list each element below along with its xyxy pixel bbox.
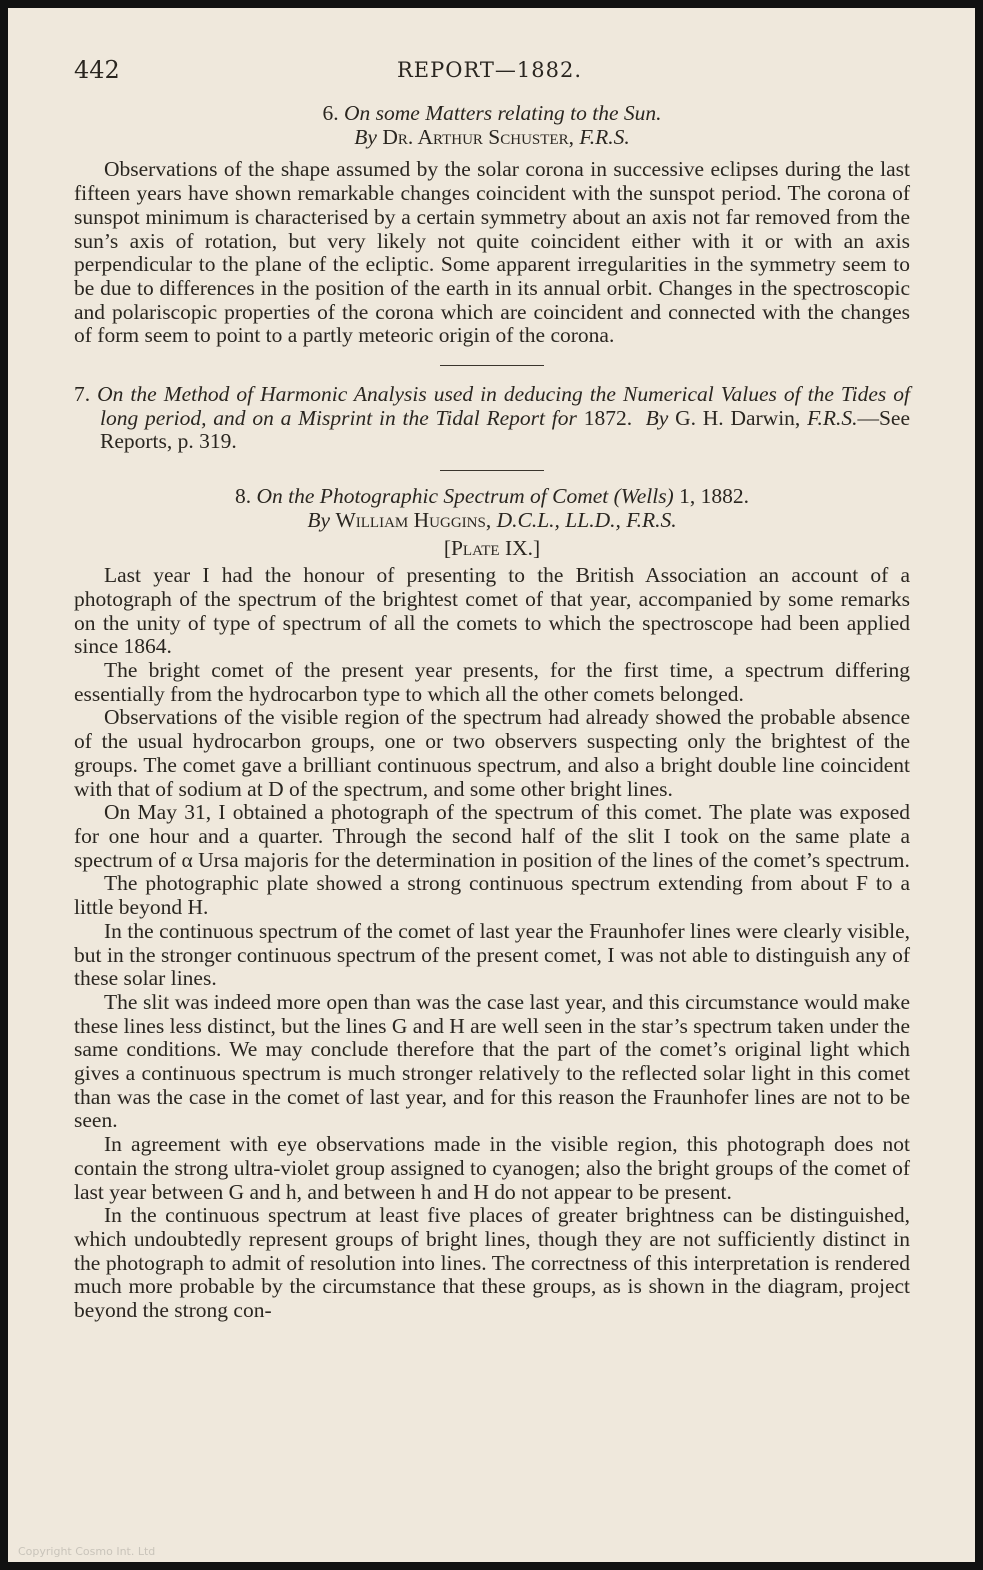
section-8-number: 8. xyxy=(235,484,252,509)
section-divider xyxy=(440,365,544,366)
section-7-see-reports: —See Reports, p. 319. xyxy=(100,405,911,454)
section-8-comet-name: (Wells) xyxy=(613,484,674,509)
paragraph: Observations of the visible region of the spectrum had already showed the probable absence of the usual hydrocarbon groups, one or two observers suspecting only the brightest of the groups. The comet gave a brilliant continuous spectrum, and also a bright double line coincident with that of sodium at D of the spectrum, and some other bright lines. xyxy=(74,705,910,801)
paragraph: On May 31, I obtained a photograph of the spectrum of this comet. The plate was exposed for one hour and a quarter. Through the second half of the slit I took on the same plate a spectrum of α Ursa majoris for the determination in position of the lines of the comet’s spectrum. xyxy=(74,800,910,872)
section-8-by: By xyxy=(307,507,331,532)
section-7-title: On the Method of Harmonic Analysis used in deducing the Numerical Values of the Tides of long period, and on a Misprint in the Tidal Report for xyxy=(97,382,911,430)
page-number: 442 xyxy=(74,56,120,84)
section-7-year: 1872. xyxy=(583,405,633,430)
section-8-author: William Huggins, xyxy=(335,507,492,532)
section-8-heading xyxy=(74,485,910,560)
copyright-watermark: Copyright Cosmo Int. Ltd xyxy=(18,1545,156,1558)
section-7-by: By xyxy=(645,405,669,430)
section-7-heading xyxy=(74,383,910,454)
paragraph: The photographic plate showed a strong continuous spectrum extending from about F to a little beyond H. xyxy=(74,871,910,920)
section-6-author: Dr. Arthur Schuster, xyxy=(382,124,574,149)
paragraph: The slit was indeed more open than was the case last year, and this circumstance would make these lines less distinct, but the lines G and H are well seen in the star’s spectrum taken under the same conditions. We may conclude therefore that the part of the comet’s original light which gives a continuous spectrum is much stronger relatively to the reflected solar light in this comet than was the case in the comet of last year, and for this reason the Fraunhofer lines are not to be seen. xyxy=(74,989,910,1133)
plate-reference: [Plate IX.] xyxy=(443,535,541,560)
report-title: REPORT—1882. xyxy=(396,58,583,82)
section-6-title: On some Matters relating to the Sun. xyxy=(344,101,662,125)
section-6-body: Observations of the shape assumed by the solar corona in successive eclipses during the last fifteen years have shown remarkable changes coincident with the sunspot period. The corona of sunspot minimum is characterised by a certain symmetry about an axis not far removed from the sun’s axis of rotation, but very likely not quite coincident either with it or with an axis perpendicular to the plane of the ecliptic. Some apparent irregularities in the symmetry seem to be due to differences in the position of the earth in its annual orbit. Changes in the spectroscopic and polariscopic properties of the corona which are coincident and connected with the changes of form seem to point to a partly meteoric origin of the corona. xyxy=(74,157,910,348)
document-page xyxy=(8,8,975,1562)
running-head xyxy=(74,56,905,92)
section-8-degrees: D.C.L., LL.D., F.R.S. xyxy=(496,507,677,532)
section-7-number: 7. xyxy=(74,382,91,407)
paragraph: In the continuous spectrum of the comet of last year the Fraunhofer lines were clearly visible, but in the stronger continuous spectrum of the present comet, I was not able to distinguish any of these solar lines. xyxy=(74,918,910,991)
paragraph: In the continuous spectrum at least five places of greater brightness can be distinguished, which undoubtedly represent groups of bright lines, though they are not sufficiently distinct in the photograph to admit of resolution into lines. The correctness of this interpretation is rendered much more probable by the circumstance that these groups, as is shown in the diagram, project beyond the strong con- xyxy=(74,1203,910,1323)
section-6-degrees: F.R.S. xyxy=(579,124,630,149)
section-8-title: On the Photographic Spectrum of Comet xyxy=(256,484,609,509)
section-8-body xyxy=(74,564,910,1323)
section-6-number: 6. xyxy=(322,101,339,125)
section-6-heading xyxy=(74,102,910,149)
paragraph: In agreement with eye observations made in the visible region, this photograph does not contain the strong ultra-violet group assigned to cyanogen; also the bright groups of the comet of last year between G and h, and between h and H do not appear to be present. xyxy=(74,1132,910,1204)
section-7-degrees: F.R.S. xyxy=(807,405,858,430)
section-8-comet-year: 1, 1882. xyxy=(679,484,749,509)
section-divider xyxy=(440,470,544,471)
paragraph: The bright comet of the present year presents, for the first time, a spectrum differing essentially from the hydrocarbon type to which all the other comets belonged. xyxy=(74,658,910,706)
page-content xyxy=(74,102,910,1323)
section-7-author: G. H. Darwin, xyxy=(675,405,801,430)
section-6-by: By xyxy=(354,124,377,149)
paragraph: Last year I had the honour of presenting to the British Association an account of a photograph of the spectrum of the brightest comet of that year, accompanied by some remarks on the unity of type of spectrum of all the comets to which the spectroscope had been applied since 1864. xyxy=(74,563,910,659)
